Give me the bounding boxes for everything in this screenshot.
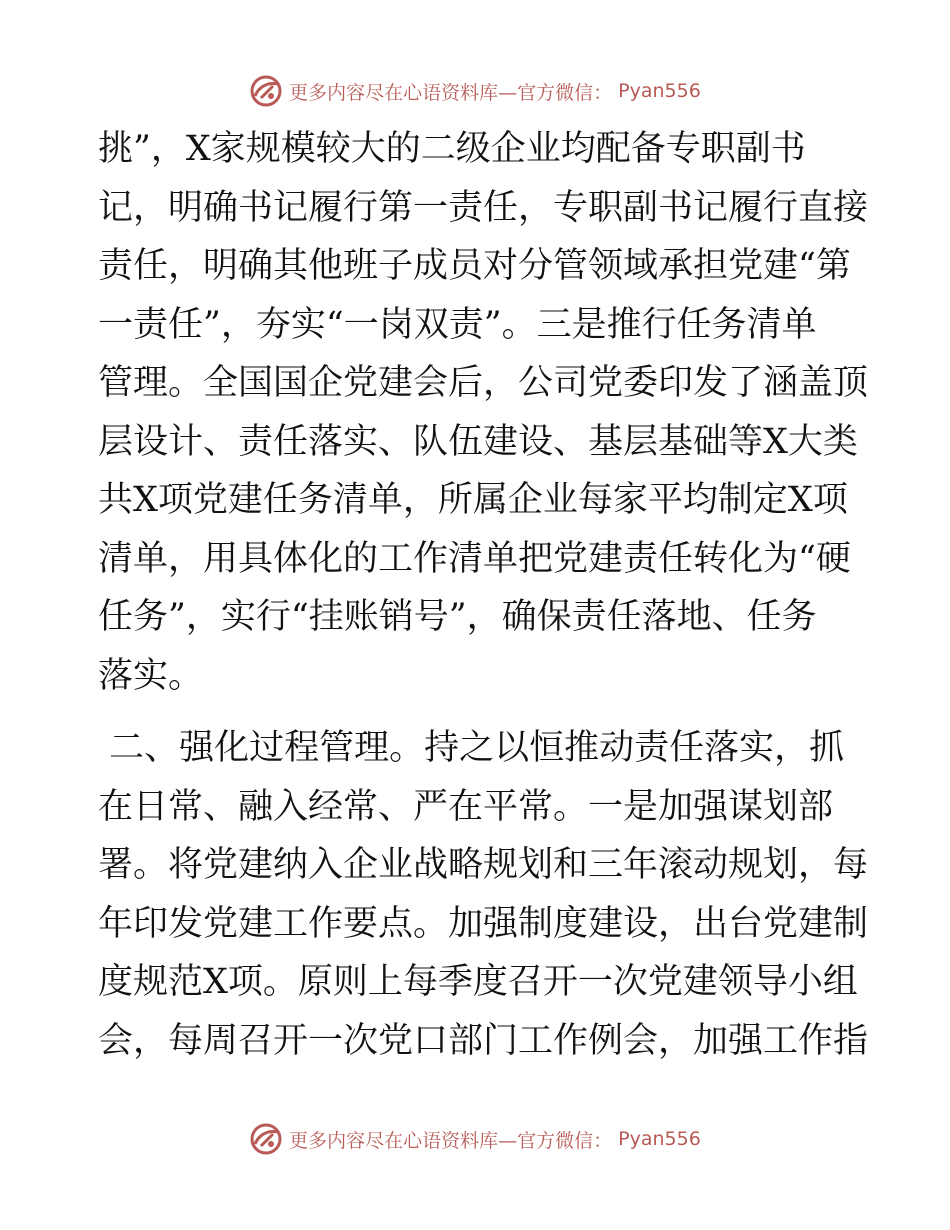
text-line: 管理。全国国企党建会后，公司党委印发了涵盖顶 (98, 363, 869, 403)
document-body (98, 120, 869, 1070)
writing-hand-logo-icon (249, 1122, 283, 1156)
watermark-wechat-id: Pyan556 (618, 1128, 701, 1150)
text-line: 任务”，实行“挂账销号”，确保责任落地、任务 (98, 597, 817, 637)
text-line: 署。将党建纳入企业战略规划和三年滚动规划，每 (98, 845, 869, 885)
text-line: 挑”，X家规模较大的二级企业均配备专职副书 (98, 129, 806, 169)
watermark-text: 更多内容尽在心语资料库—官方微信： (289, 1129, 613, 1152)
watermark-wechat-id: Pyan556 (618, 80, 701, 102)
paragraph-spacer (98, 705, 858, 719)
text-line: 责任，明确其他班子成员对分管领域承担党建“第 (98, 246, 851, 286)
text-line: 落实。 (98, 655, 204, 696)
footer-watermark (0, 1122, 950, 1156)
paragraph-1 (98, 120, 869, 705)
header-watermark (0, 74, 950, 108)
watermark-text: 更多内容尽在心语资料库—官方微信： (289, 81, 613, 104)
text-line: 二、强化过程管理。持之以恒推动责任落实，抓 (98, 728, 845, 768)
text-line: 层设计、责任落实、队伍建设、基层基础等X大类 (98, 421, 858, 462)
text-line: 一责任”，夯实“一岗双责”。三是推行任务清单 (98, 304, 817, 345)
text-line: 记，明确书记履行第一责任，专职副书记履行直接 (98, 187, 869, 228)
text-line: 年印发党建工作要点。加强制度建设，出台党建制 (98, 903, 869, 944)
text-line: 度规范X项。原则上每季度召开一次党建领导小组 (98, 962, 858, 1002)
text-line: 在日常、融入经常、严在平常。一是加强谋划部 (98, 786, 834, 827)
writing-hand-logo-icon (249, 74, 283, 108)
paragraph-2 (98, 719, 869, 1070)
text-line: 会，每周召开一次党口部门工作例会，加强工作指 (98, 1020, 869, 1061)
text-line: 共X项党建任务清单，所属企业每家平均制定X项 (98, 480, 848, 520)
text-line: 清单，用具体化的工作清单把党建责任转化为“硬 (98, 538, 851, 579)
